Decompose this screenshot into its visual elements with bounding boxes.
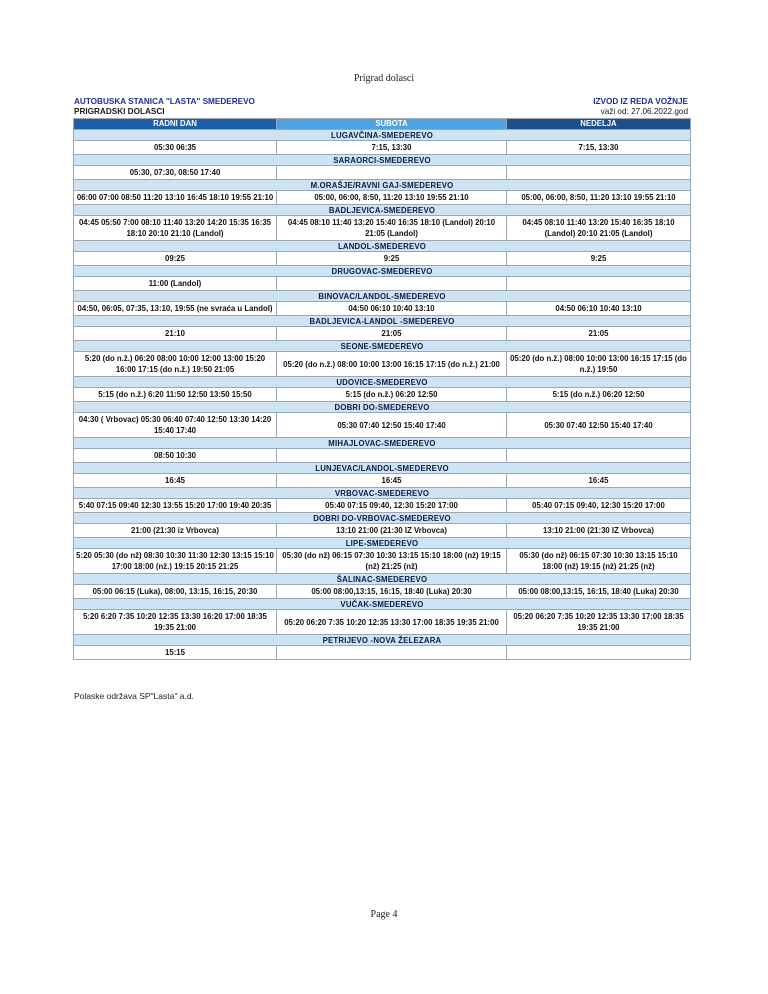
route-times-row [74, 413, 691, 438]
sunday-times: 04:45 08:10 11:40 13:20 15:40 16:35 18:10 (Landol) 20:10 21:05 (Landol) [507, 216, 691, 241]
weekday-times: 5:40 07:15 09:40 12:30 13:55 15:20 17:00 19:40 20:35 [74, 499, 277, 513]
saturday-times: 04:50 06:10 10:40 13:10 [277, 302, 507, 316]
saturday-times: 13:10 21:00 (21:30 IZ Vrbovca) [277, 524, 507, 538]
route-header-row [74, 291, 691, 302]
weekday-times: 21:10 [74, 327, 277, 341]
route-times-row [74, 646, 691, 660]
saturday-times: 05:00 08:00,13:15, 16:15, 18:40 (Luka) 20:30 [277, 585, 507, 599]
route-name: BINOVAC/LANDOL-SMEDEREVO [74, 291, 691, 302]
route-name: VRBOVAC-SMEDEREVO [74, 488, 691, 499]
route-name: SEONE-SMEDEREVO [74, 341, 691, 352]
weekday-times: 5:20 6:20 7:35 10:20 12:35 13:30 16:20 17:00 18:35 19:35 21:00 [74, 610, 277, 635]
route-name: PETRIJEVO -NOVA ŽELEZARA [74, 635, 691, 646]
route-times-row [74, 166, 691, 180]
route-header-row [74, 341, 691, 352]
weekday-times: 08:50 10:30 [74, 449, 277, 463]
sunday-times: 21:05 [507, 327, 691, 341]
weekday-times: 5:20 05:30 (do nž) 08:30 10:30 11:30 12:30 13:15 15:10 17:00 18:00 (nž.) 19:15 20:15 21:25 [74, 549, 277, 574]
weekday-times: 15:15 [74, 646, 277, 660]
route-header-row [74, 130, 691, 141]
route-header-row [74, 438, 691, 449]
route-times-row [74, 449, 691, 463]
route-name: LUNJEVAC/LANDOL-SMEDEREVO [74, 463, 691, 474]
weekday-times: 04:45 05:50 7:00 08:10 11:40 13:20 14:20 15:35 16:35 18:10 20:10 21:10 (Landol) [74, 216, 277, 241]
route-header-row [74, 635, 691, 646]
route-name: M.ORAŠJE/RAVNI GAJ-SMEDEREVO [74, 180, 691, 191]
route-header-row [74, 599, 691, 610]
route-name: UDOVICE-SMEDEREVO [74, 377, 691, 388]
route-times-row [74, 499, 691, 513]
route-name: SARAORCI-SMEDEREVO [74, 155, 691, 166]
sunday-times: 5:15 (do n.ž.) 06:20 12:50 [507, 388, 691, 402]
weekday-times: 04:50, 06:05, 07:35, 13:10, 19:55 (ne svraća u Landol) [74, 302, 277, 316]
sunday-times: 05:20 06:20 7:35 10:20 12:35 13:30 17:00 18:35 19:35 21:00 [507, 610, 691, 635]
route-name: BADLJEVICA-LANDOL -SMEDEREVO [74, 316, 691, 327]
sunday-times: 05:00, 06:00, 8:50, 11:20 13:10 19:55 21:10 [507, 191, 691, 205]
station-header [74, 97, 255, 117]
weekday-times: 05:30 06:35 [74, 141, 277, 155]
route-header-row [74, 463, 691, 474]
saturday-times: 7:15, 13:30 [277, 141, 507, 155]
column-header-weekday: RADNI DAN [74, 119, 277, 130]
route-header-row [74, 241, 691, 252]
route-header-row [74, 205, 691, 216]
route-times-row [74, 549, 691, 574]
sunday-times: 16:45 [507, 474, 691, 488]
route-name: BADLJEVICA-SMEDEREVO [74, 205, 691, 216]
sunday-times: 9:25 [507, 252, 691, 266]
route-times-row [74, 352, 691, 377]
timetable-title: IZVOD IZ REDA VOŽNJE [593, 97, 688, 106]
route-name: DOBRI DO-VRBOVAC-SMEDEREVO [74, 513, 691, 524]
route-name: LANDOL-SMEDEREVO [74, 241, 691, 252]
route-times-row [74, 610, 691, 635]
route-times-row [74, 277, 691, 291]
route-times-row [74, 191, 691, 205]
saturday-times [277, 646, 507, 660]
route-header-row [74, 402, 691, 413]
sunday-times [507, 166, 691, 180]
weekday-times: 16:45 [74, 474, 277, 488]
saturday-times: 04:45 08:10 11:40 13:20 15:40 16:35 18:10 (Landol) 20:10 21:05 (Landol) [277, 216, 507, 241]
route-header-row [74, 538, 691, 549]
route-times-row [74, 585, 691, 599]
saturday-times: 05:30 07:40 12:50 15:40 17:40 [277, 413, 507, 438]
weekday-times: 09:25 [74, 252, 277, 266]
weekday-times: 5:20 (do n.ž.) 06:20 08:00 10:00 12:00 13:00 15:20 16:00 17:15 (do n.ž.) 19:50 21:05 [74, 352, 277, 377]
sunday-times [507, 646, 691, 660]
saturday-times: 16:45 [277, 474, 507, 488]
timetable-header [593, 97, 688, 117]
saturday-times: 05:20 (do n.ž.) 08:00 10:00 13:00 16:15 17:15 (do n.ž.) 21:00 [277, 352, 507, 377]
saturday-times: 05:20 06:20 7:35 10:20 12:35 13:30 17:00 18:35 19:35 21:00 [277, 610, 507, 635]
route-name: VUČAK-SMEDEREVO [74, 599, 691, 610]
route-times-row [74, 524, 691, 538]
route-header-row [74, 155, 691, 166]
route-name: LIPE-SMEDEREVO [74, 538, 691, 549]
weekday-times: 06:00 07:00 08:50 11:20 13:10 16:45 18:10 19:55 21:10 [74, 191, 277, 205]
route-times-row [74, 327, 691, 341]
route-times-row [74, 252, 691, 266]
valid-from: važi od: 27.06.2022.god [600, 107, 688, 116]
column-header-saturday: SUBOTA [277, 119, 507, 130]
weekday-times: 05:30, 07:30, 08:50 17:40 [74, 166, 277, 180]
weekday-times: 04:30 ( Vrbovac) 05:30 06:40 07:40 12:50 13:30 14:20 15:40 17:40 [74, 413, 277, 438]
route-header-row [74, 180, 691, 191]
sunday-times: 05:20 (do n.ž.) 08:00 10:00 13:00 16:15 17:15 (do n.ž.) 19:50 [507, 352, 691, 377]
schedule-table [73, 118, 691, 660]
route-name: MIHAJLOVAC-SMEDEREVO [74, 438, 691, 449]
route-header-row [74, 316, 691, 327]
saturday-times: 9:25 [277, 252, 507, 266]
page-number: Page 4 [370, 909, 398, 920]
route-header-row [74, 513, 691, 524]
weekday-times: 11:00 (Landol) [74, 277, 277, 291]
saturday-times: 05:40 07:15 09:40, 12:30 15:20 17:00 [277, 499, 507, 513]
column-header-row [74, 119, 691, 130]
weekday-times: 5:15 (do n.ž.) 6:20 11:50 12:50 13:50 15:50 [74, 388, 277, 402]
schedule-body [74, 130, 691, 660]
sunday-times: 13:10 21:00 (21:30 IZ Vrbovca) [507, 524, 691, 538]
sunday-times: 04:50 06:10 10:40 13:10 [507, 302, 691, 316]
sunday-times: 05:30 (do nž) 06:15 07:30 10:30 13:15 15:10 18:00 (nž) 19:15 (nž) 21:25 (nž) [507, 549, 691, 574]
sunday-times: 05:40 07:15 09:40, 12:30 15:20 17:00 [507, 499, 691, 513]
route-name: ŠALINAC-SMEDEREVO [74, 574, 691, 585]
route-name: DRUGOVAC-SMEDEREVO [74, 266, 691, 277]
route-times-row [74, 141, 691, 155]
weekday-times: 05:00 06:15 (Luka), 08:00, 13:15, 16:15, 20:30 [74, 585, 277, 599]
route-header-row [74, 488, 691, 499]
weekday-times: 21:00 (21:30 iz Vrbovca) [74, 524, 277, 538]
saturday-times: 05:30 (do nž) 06:15 07:30 10:30 13:15 15:10 18:00 (nž) 19:15 (nž) 21:25 (nž) [277, 549, 507, 574]
sunday-times [507, 449, 691, 463]
page-title: Prigrad dolasci [353, 73, 415, 84]
route-times-row [74, 474, 691, 488]
operator-note: Polaske održava SP"Lasta" a.d. [74, 691, 194, 701]
route-times-row [74, 388, 691, 402]
saturday-times [277, 277, 507, 291]
sunday-times: 05:30 07:40 12:50 15:40 17:40 [507, 413, 691, 438]
route-name: DOBRI DO-SMEDEREVO [74, 402, 691, 413]
saturday-times [277, 166, 507, 180]
sunday-times: 7:15, 13:30 [507, 141, 691, 155]
saturday-times: 21:05 [277, 327, 507, 341]
column-header-sunday: NEDELJA [507, 119, 691, 130]
route-header-row [74, 377, 691, 388]
saturday-times: 05:00, 06:00, 8:50, 11:20 13:10 19:55 21:10 [277, 191, 507, 205]
sunday-times: 05:00 08:00,13:15, 16:15, 18:40 (Luka) 20:30 [507, 585, 691, 599]
route-times-row [74, 302, 691, 316]
schedule-type: PRIGRADSKI DOLASCI [74, 107, 165, 116]
route-times-row [74, 216, 691, 241]
route-name: LUGAVČINA-SMEDEREVO [74, 130, 691, 141]
saturday-times: 5:15 (do n.ž.) 06:20 12:50 [277, 388, 507, 402]
station-name: AUTOBUSKA STANICA "LASTA" SMEDEREVO [74, 97, 255, 106]
route-header-row [74, 574, 691, 585]
saturday-times [277, 449, 507, 463]
route-header-row [74, 266, 691, 277]
sunday-times [507, 277, 691, 291]
